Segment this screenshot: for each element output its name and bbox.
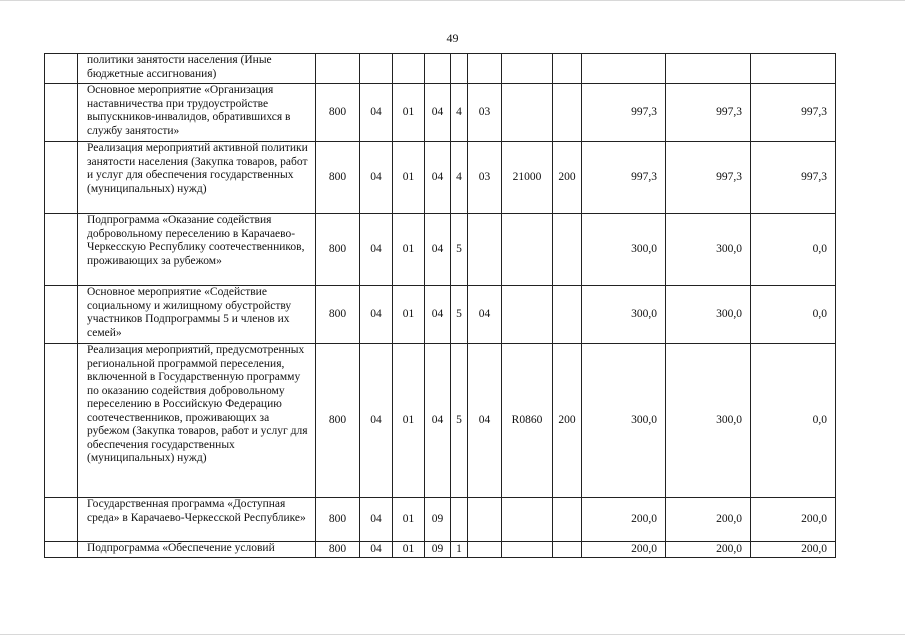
cell-c2: 04 xyxy=(360,142,393,214)
cell-v2: 300,0 xyxy=(666,214,751,286)
row-index-cell xyxy=(45,54,78,84)
cell-v2 xyxy=(666,54,751,84)
cell-c1: 800 xyxy=(316,142,360,214)
cell-c6: 04 xyxy=(468,344,502,498)
cell-c6 xyxy=(468,54,502,84)
cell-c7 xyxy=(502,542,553,558)
cell-v3: 0,0 xyxy=(751,344,836,498)
cell-c8 xyxy=(553,498,582,542)
cell-v2: 300,0 xyxy=(666,344,751,498)
cell-c8 xyxy=(553,214,582,286)
top-scan-edge xyxy=(0,0,905,1)
row-name-cell: Основное мероприятие «Организация наставничества при трудоустройстве выпускников-инвалидов, обратившихся в службу занятости» xyxy=(78,84,316,142)
cell-c1: 800 xyxy=(316,344,360,498)
cell-c5: 5 xyxy=(451,214,468,286)
cell-c7: R0860 xyxy=(502,344,553,498)
cell-v1: 300,0 xyxy=(582,286,666,344)
cell-c3: 01 xyxy=(393,286,425,344)
cell-c3: 01 xyxy=(393,498,425,542)
cell-c1: 800 xyxy=(316,498,360,542)
cell-c6 xyxy=(468,214,502,286)
cell-v1: 200,0 xyxy=(582,498,666,542)
cell-c7: 21000 xyxy=(502,142,553,214)
table-row xyxy=(45,542,836,558)
row-index-cell xyxy=(45,498,78,542)
cell-c2: 04 xyxy=(360,498,393,542)
cell-c5: 5 xyxy=(451,344,468,498)
cell-c7 xyxy=(502,286,553,344)
cell-c1: 800 xyxy=(316,214,360,286)
row-index-cell xyxy=(45,542,78,558)
cell-v1: 300,0 xyxy=(582,214,666,286)
cell-c8 xyxy=(553,542,582,558)
cell-c7 xyxy=(502,498,553,542)
cell-v1: 997,3 xyxy=(582,84,666,142)
table-row xyxy=(45,344,836,498)
cell-c5: 1 xyxy=(451,542,468,558)
cell-c2: 04 xyxy=(360,344,393,498)
cell-c5 xyxy=(451,54,468,84)
cell-c3 xyxy=(393,54,425,84)
cell-c6: 03 xyxy=(468,142,502,214)
cell-c1: 800 xyxy=(316,542,360,558)
cell-c4: 04 xyxy=(425,142,451,214)
table-row xyxy=(45,498,836,542)
row-name-cell: Основное мероприятие «Содействие социальному и жилищному обустройству участников Подпрограммы 5 и членов их семей» xyxy=(78,286,316,344)
cell-v2: 997,3 xyxy=(666,84,751,142)
cell-c6: 04 xyxy=(468,286,502,344)
cell-v3: 200,0 xyxy=(751,498,836,542)
cell-c1: 800 xyxy=(316,84,360,142)
row-name-cell: Реализация мероприятий активной политики занятости населения (Закупка товаров, работ и услуг для обеспечения государственных (муниципальных) нужд) xyxy=(78,142,316,214)
cell-c2: 04 xyxy=(360,542,393,558)
cell-c5: 4 xyxy=(451,84,468,142)
cell-v3: 0,0 xyxy=(751,286,836,344)
cell-c6 xyxy=(468,542,502,558)
cell-c6 xyxy=(468,498,502,542)
cell-c4: 04 xyxy=(425,214,451,286)
cell-c8 xyxy=(553,84,582,142)
row-name-cell: политики занятости населения (Иные бюджетные ассигнования) xyxy=(78,54,316,84)
cell-c7 xyxy=(502,54,553,84)
cell-c5: 4 xyxy=(451,142,468,214)
page-number: 49 xyxy=(446,31,459,45)
cell-v3: 997,3 xyxy=(751,142,836,214)
row-index-cell xyxy=(45,344,78,498)
row-name-cell: Подпрограмма «Оказание содействия добровольному переселению в Карачаево-Черкесскую Республику соотечественников, проживающих за рубежом» xyxy=(78,214,316,286)
row-index-cell xyxy=(45,84,78,142)
table-row xyxy=(45,286,836,344)
cell-c1: 800 xyxy=(316,286,360,344)
cell-c4 xyxy=(425,54,451,84)
cell-c4: 09 xyxy=(425,542,451,558)
table-row xyxy=(45,142,836,214)
cell-v2: 200,0 xyxy=(666,498,751,542)
cell-c6: 03 xyxy=(468,84,502,142)
cell-c5: 5 xyxy=(451,286,468,344)
cell-v3: 997,3 xyxy=(751,84,836,142)
cell-c2: 04 xyxy=(360,84,393,142)
cell-c3: 01 xyxy=(393,214,425,286)
cell-c4: 09 xyxy=(425,498,451,542)
cell-v2: 300,0 xyxy=(666,286,751,344)
cell-v3: 200,0 xyxy=(751,542,836,558)
cell-c4: 04 xyxy=(425,84,451,142)
cell-c8 xyxy=(553,286,582,344)
cell-v1: 300,0 xyxy=(582,344,666,498)
row-index-cell xyxy=(45,142,78,214)
cell-c7 xyxy=(502,214,553,286)
cell-c5 xyxy=(451,498,468,542)
cell-v1: 200,0 xyxy=(582,542,666,558)
cell-c7 xyxy=(502,84,553,142)
bottom-scan-edge xyxy=(0,634,905,635)
cell-c2 xyxy=(360,54,393,84)
cell-c2: 04 xyxy=(360,286,393,344)
cell-c4: 04 xyxy=(425,344,451,498)
row-index-cell xyxy=(45,214,78,286)
cell-c3: 01 xyxy=(393,542,425,558)
cell-v1: 997,3 xyxy=(582,142,666,214)
table-row xyxy=(45,214,836,286)
table-row xyxy=(45,54,836,84)
cell-c3: 01 xyxy=(393,344,425,498)
cell-c3: 01 xyxy=(393,84,425,142)
cell-c8: 200 xyxy=(553,142,582,214)
cell-c1 xyxy=(316,54,360,84)
table-row xyxy=(45,84,836,142)
cell-v2: 997,3 xyxy=(666,142,751,214)
cell-c8: 200 xyxy=(553,344,582,498)
row-name-cell: Государственная программа «Доступная среда» в Карачаево-Черкесской Республике» xyxy=(78,498,316,542)
cell-c2: 04 xyxy=(360,214,393,286)
cell-v3 xyxy=(751,54,836,84)
budget-table xyxy=(44,53,836,558)
cell-c3: 01 xyxy=(393,142,425,214)
cell-v3: 0,0 xyxy=(751,214,836,286)
cell-v2: 200,0 xyxy=(666,542,751,558)
row-index-cell xyxy=(45,286,78,344)
row-name-cell: Подпрограмма «Обеспечение условий xyxy=(78,542,316,558)
cell-v1 xyxy=(582,54,666,84)
cell-c8 xyxy=(553,54,582,84)
row-name-cell: Реализация мероприятий, предусмотренных региональной программой переселения, включенной в Государственную программу по оказанию содействия добровольному переселению в Российскую Федерацию соотечественников, проживающих за рубежом (Закупка товаров, работ и услуг для обеспечения государственных (муниципальных) нужд) xyxy=(78,344,316,498)
cell-c4: 04 xyxy=(425,286,451,344)
